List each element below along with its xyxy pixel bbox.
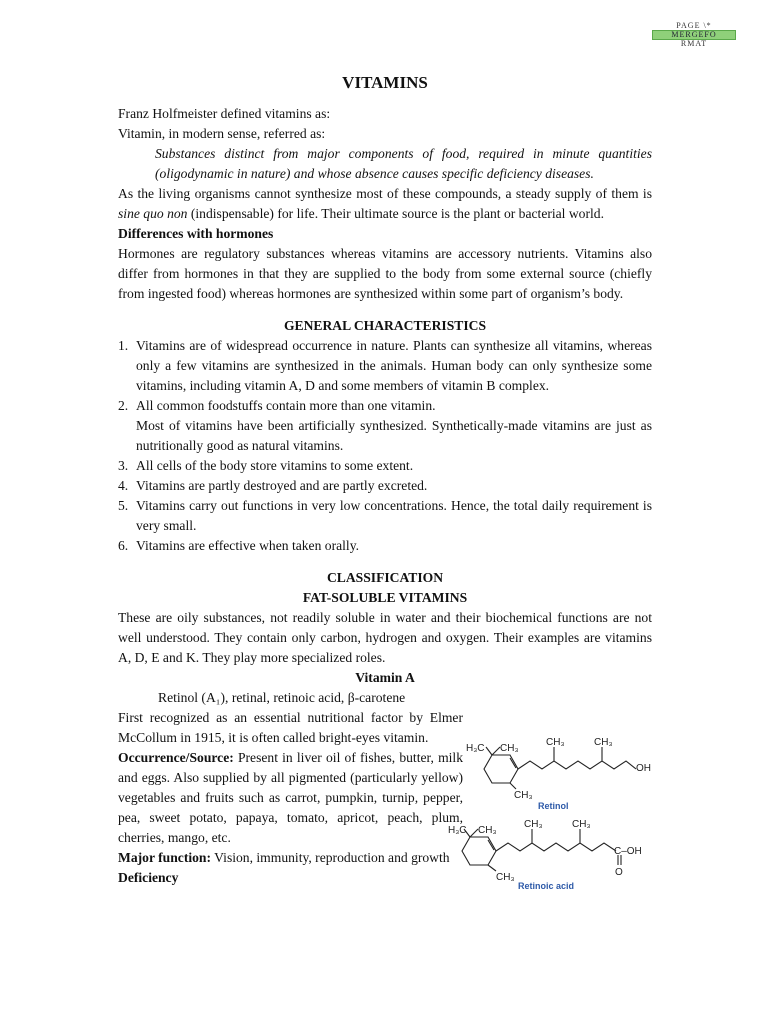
- retinoic-h3c: H₃C: [448, 825, 467, 836]
- retinoic-ch3-c: CH₃: [572, 819, 591, 830]
- retinoic-ring-methyl-bond: [488, 865, 496, 871]
- retinol-ring-methyl-bond: [510, 783, 516, 789]
- page-field-code: [652, 22, 736, 48]
- fat-soluble-heading: FAT-SOLUBLE VITAMINS: [302, 590, 468, 605]
- list-item-number: 3.: [118, 458, 129, 473]
- list-item-text: Vitamins are effective when taken orally.: [136, 538, 360, 553]
- retinol-h3c: H₃C: [466, 743, 485, 754]
- retinol-ring: [484, 755, 518, 783]
- vitamin-a-forms: Retinol (A₁), retinal, retinoic acid, β-carotene: [158, 690, 406, 705]
- source-text: Present in liver oil of fishes, butter, milk and eggs. Also supplied by all pigmented (particularly yellow) vegetables and fruits such as carrot, pumpkin, turnip, pepper, pea, sweet potato, papaya, tomato, apricot, peach, plum, cherries, mango, etc.: [118, 750, 463, 845]
- retinol-methyl-bond: [492, 747, 500, 755]
- retinol-ch3-a: CH₃: [500, 743, 519, 754]
- characteristics-list: [118, 336, 652, 556]
- page-title: VITAMINS: [342, 73, 428, 92]
- function-text: Vision, immunity, reproduction and growth: [211, 850, 450, 865]
- list-item-text: Vitamins are partly destroyed and are partly excreted.: [136, 478, 428, 493]
- intro-line-1: Franz Holfmeister defined vitamins as:: [118, 106, 331, 121]
- retinol-methyl-bond: [486, 747, 492, 755]
- list-item-text: Vitamins are of widespread occurrence in nature. Plants can synthesize all vitamins, whereas only a few vitamins are synthesized in the animals. Human body can only synthesize some vitamins, including vitamin A, D and some members of vitamin B complex.: [136, 338, 652, 393]
- vitamin-a-recognized: First recognized as an essential nutritional factor by Elmer McCollum in 1915, it is often called bright-eyes vitamin.: [118, 710, 463, 745]
- vitamin-a-heading: Vitamin A: [355, 670, 415, 685]
- list-item-text: Vitamins carry out functions in very low concentrations. Hence, the total daily requirement is very small.: [136, 498, 652, 533]
- retinol-oh: OH: [636, 763, 651, 774]
- hormones-heading: Differences with hormones: [118, 226, 274, 241]
- list-item-number: 1.: [118, 338, 129, 353]
- list-item: [118, 476, 652, 496]
- retinoic-o: O: [615, 867, 623, 878]
- retinoic-chain: [496, 843, 616, 851]
- retinol-ch3-ring: CH₃: [514, 790, 533, 801]
- retinol-caption: Retinol: [538, 801, 569, 811]
- intro-paragraph-start: As the living organisms cannot synthesize most of these compounds, a steady supply of them is: [118, 186, 652, 201]
- retinoic-ch3-a: CH₃: [478, 825, 497, 836]
- list-item: [118, 536, 652, 556]
- list-item-number: 6.: [118, 538, 129, 553]
- retinoic-ring: [462, 837, 496, 865]
- structure-svg: [448, 733, 660, 893]
- retinol-ch3-c: CH₃: [594, 737, 613, 748]
- source-label: Occurrence/Source:: [118, 750, 234, 765]
- retinol-chain: [518, 761, 636, 769]
- list-item-extra-text: Most of vitamins have been artificially synthesized. Synthetically-made vitamins are just as nutritionally good as natural vitamins.: [136, 418, 652, 453]
- intro-paragraph-end: (indispensable) for life. Their ultimate source is the plant or bacterial world.: [187, 206, 604, 221]
- retinoic-cooh: C–OH: [614, 846, 642, 857]
- page-field-line3: RMAT: [680, 39, 708, 48]
- page-field-line1: PAGE \*: [676, 21, 712, 30]
- vitamin-a-source: [118, 748, 463, 848]
- vitamin-a-text-column: [118, 688, 463, 848]
- classification-heading: CLASSIFICATION: [326, 570, 444, 585]
- hormones-text: Hormones are regulatory substances whereas vitamins are accessory nutrients. Vitamins also differ from hormones in that they are supplied to the body from some external source (chiefly from ingested food) whereas hormones are synthesized within some part of organism’s body.: [118, 246, 652, 301]
- fat-soluble-text: These are oily substances, not readily soluble in water and their biochemical functions are not well understood. They contain only carbon, hydrogen and oxygen. Their examples are vitamins A, D, E and K. They play more specialized roles.: [118, 610, 652, 665]
- general-characteristics-heading: GENERAL CHARACTERISTICS: [283, 318, 487, 333]
- deficiency-heading: Deficiency: [118, 870, 179, 885]
- intro-paragraph-italic: sine quo non: [118, 206, 188, 221]
- list-item-text: All common foodstuffs contain more than one vitamin.: [136, 398, 436, 413]
- list-item: [118, 496, 652, 536]
- retinoic-methyl-bond: [470, 829, 478, 837]
- function-label: Major function:: [118, 850, 212, 865]
- chemical-structures-figure: [448, 733, 660, 893]
- intro-line-2: Vitamin, in modern sense, referred as:: [118, 126, 326, 141]
- list-item-text: All cells of the body store vitamins to some extent.: [136, 458, 414, 473]
- list-item: [118, 456, 652, 476]
- retinoic-ch3-b: CH₃: [524, 819, 543, 830]
- retinol-ch3-b: CH₃: [546, 737, 565, 748]
- list-item: [118, 396, 652, 456]
- retinoic-ch3-ring: CH₃: [496, 872, 515, 883]
- vitamin-definition: Substances distinct from major components of food, required in minute quantities (oligodynamic in nature) and whose absence causes specific deficiency diseases.: [155, 146, 652, 181]
- list-item-number: 4.: [118, 478, 129, 493]
- retinoic-caption: Retinoic acid: [518, 881, 575, 891]
- list-item-number: 5.: [118, 498, 129, 513]
- page-field-line2: MERGEFO: [652, 30, 736, 40]
- intro-paragraph: [118, 184, 652, 224]
- list-item-number: 2.: [118, 398, 129, 413]
- list-item: [118, 336, 652, 396]
